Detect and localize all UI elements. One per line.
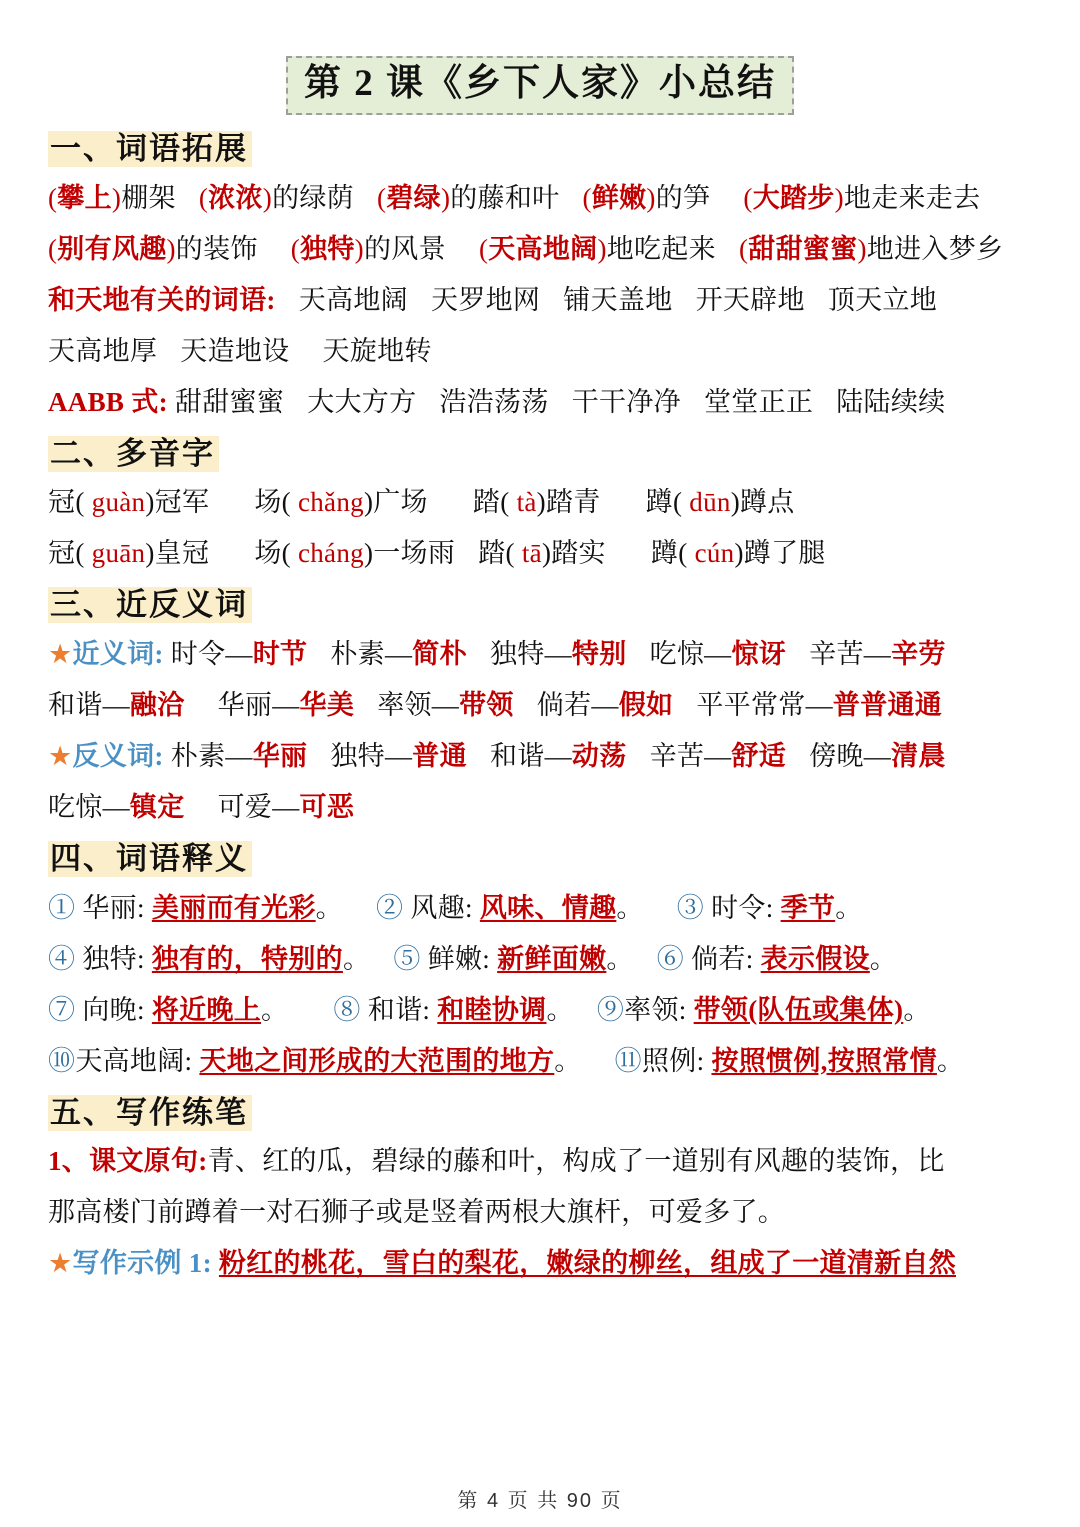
synonym-target: 时节 [252, 639, 308, 670]
polyphonic-row-2: 冠( guān)皇冠 场( cháng)一场雨 踏( tā)踏实 蹲( cún)蹲了腿 [48, 538, 826, 569]
polyphonic-pinyin: chǎng [297, 487, 364, 518]
tiandi-word: 铺天盖地 [563, 284, 673, 315]
definition-text: 美丽而有光彩 [151, 892, 316, 923]
definition-period: 。 [546, 994, 574, 1025]
definition-period: 。 [903, 994, 931, 1025]
definition-period: 。 [606, 943, 634, 974]
antonym-target: 清晨 [891, 741, 946, 772]
synonyms-row-1: ★近义词: 时令—时节 朴素—简朴 独特—特别 吃惊—惊讶 辛苦—辛劳 [48, 639, 946, 670]
definition-text: 按照惯例,按照常情 [711, 1045, 937, 1076]
polyphonic-pinyin: guān [91, 538, 146, 569]
aabb-word: 堂堂正正 [703, 386, 814, 417]
original-sentence-text: 青、红的瓜，碧绿的藤和叶，构成了一道别有风趣的装饰，比 [207, 1146, 945, 1177]
polyphonic-word: 皇冠 [154, 538, 210, 569]
synonym-target: 华美 [299, 690, 355, 721]
synonym-source: 平平常常 [696, 690, 806, 721]
synonym-source: 率领 [377, 690, 432, 721]
section-heading-label: 五、写作练笔 [48, 1095, 252, 1131]
expansion-tail: 的藤和叶 [450, 182, 560, 213]
tiandi-word: 天罗地网 [431, 284, 541, 315]
antonym-label: 反义词: [72, 741, 164, 772]
aabb-label: AABB 式: [48, 386, 168, 417]
section-heading-writing-practice [48, 1093, 1040, 1133]
antonyms-row-1: ★反义词: 朴素—华丽 独特—普通 和谐—动荡 辛苦—舒适 傍晚—清晨 [48, 741, 946, 772]
tiandi-words-row-2 [48, 326, 1040, 377]
aabb-word: 干干净净 [571, 386, 681, 417]
synonym-target: 假如 [618, 690, 674, 721]
synonym-source: 吃惊 [649, 639, 705, 670]
synonym-source: 朴素 [330, 639, 385, 670]
synonym-source: 华丽 [217, 690, 273, 721]
definition-period: 。 [835, 892, 863, 923]
star-icon: ★ [48, 639, 73, 670]
expansion-keyword: 攀上 [57, 182, 112, 213]
star-icon: ★ [48, 741, 73, 772]
antonym-source: 和谐 [489, 741, 545, 772]
definition-period: 。 [342, 943, 371, 974]
section-heading-definitions [48, 839, 1040, 879]
page-title: 第 2 课《乡下人家》小总结 [286, 56, 794, 115]
antonym-target: 可恶 [299, 792, 355, 823]
star-icon: ★ [48, 1248, 73, 1279]
definition-number: ⑤ [393, 943, 421, 974]
expansion-tail: 棚架 [121, 182, 176, 213]
expansion-tail: 地进入梦乡 [866, 233, 1004, 264]
synonym-target: 普普通通 [832, 690, 943, 721]
polyphonic-pinyin: guàn [91, 487, 146, 518]
polyphonic-pinyin: tā [521, 538, 542, 569]
antonym-source: 吃惊 [48, 792, 103, 823]
expansion-keyword: 天高地阔 [488, 233, 598, 264]
section-heading-label: 一、词语拓展 [48, 131, 252, 167]
definition-text: 将近晚上 [151, 994, 262, 1025]
tiandi-word: 开天辟地 [695, 284, 805, 315]
synonym-target: 特别 [571, 639, 627, 670]
aabb-word: 陆陆续续 [836, 386, 946, 417]
definition-number: ③ [676, 892, 705, 923]
polyphonic-char: 踏 [472, 487, 501, 518]
page-footer: 第 4 页 共 90 页 [457, 1490, 623, 1512]
expansion-keyword: 碧绿 [386, 182, 441, 213]
original-sentence-row-1 [48, 1136, 1040, 1187]
definition-number: ④ [48, 943, 76, 974]
section-heading-label: 三、近反义词 [48, 587, 252, 623]
definition-word: 照例: [641, 1045, 705, 1076]
polyphonic-char: 蹲 [645, 487, 673, 518]
definition-period: 。 [869, 943, 898, 974]
writing-example-row [48, 1238, 1040, 1289]
polyphonic-word: 冠军 [154, 487, 210, 518]
expansion-keyword: 别有风趣 [57, 233, 167, 264]
polyphonic-char: 场 [254, 487, 282, 518]
antonym-target: 动荡 [571, 741, 627, 772]
expansion-tail: 的笋 [655, 182, 711, 213]
antonym-target: 镇定 [129, 792, 185, 823]
antonym-source: 可爱 [217, 792, 273, 823]
definition-period: 。 [261, 994, 289, 1025]
expansion-keyword: 鲜嫩 [591, 182, 647, 213]
definition-number: ⑨ [596, 994, 625, 1025]
definitions-row-2 [48, 934, 1040, 985]
tiandi-word: 天旋地转 [322, 335, 432, 366]
tiandi-word: 天高地厚 [48, 335, 158, 366]
synonym-target: 辛劳 [891, 639, 946, 670]
definition-word: 倘若: [691, 943, 754, 974]
antonym-source: 辛苦 [649, 741, 705, 772]
polyphonic-pinyin: tà [516, 487, 537, 518]
synonym-target: 简朴 [412, 639, 467, 670]
polyphonic-pinyin: cún [694, 538, 735, 569]
definition-text: 风味、情趣 [479, 892, 617, 923]
tiandi-word: 天造地设 [180, 335, 290, 366]
section-heading-synonyms-antonyms [48, 585, 1040, 625]
definition-period: 。 [616, 892, 644, 923]
synonym-target: 融洽 [129, 690, 185, 721]
antonyms-row-2: 吃惊—镇定 可爱—可恶 [48, 792, 355, 823]
polyphonic-char: 蹲 [650, 538, 679, 569]
definition-word: 天高地阔: [75, 1045, 193, 1076]
aabb-word: 大大方方 [307, 386, 417, 417]
aabb-words-row [48, 377, 1040, 428]
definition-text: 表示假设 [760, 943, 870, 974]
synonym-source: 时令 [170, 639, 226, 670]
definition-number: ⑧ [333, 994, 361, 1025]
section-heading-label: 四、词语释义 [48, 841, 252, 877]
expansion-keyword: 大踏步 [752, 182, 835, 213]
definition-text: 季节 [780, 892, 836, 923]
polyphonic-word: 蹲了腿 [743, 538, 826, 569]
polyphonic-word: 广场 [373, 487, 428, 518]
polyphonic-pinyin: cháng [297, 538, 364, 569]
polyphonic-word: 踏青 [545, 487, 601, 518]
polyphonic-char: 踏 [478, 538, 506, 569]
definition-text: 带领(队伍或集体) [693, 994, 904, 1025]
antonym-target: 华丽 [252, 741, 308, 772]
definition-number: ② [376, 892, 404, 923]
synonyms-row-2: 和谐—融洽 华丽—华美 率领—带领 倘若—假如 平平常常—普普通通 [48, 690, 943, 721]
definitions-row-1 [48, 883, 1040, 934]
definition-word: 风趣: [410, 892, 473, 923]
definition-text: 独有的，特别的 [151, 943, 343, 974]
synonym-target: 带领 [459, 690, 514, 721]
synonym-label: 近义词: [72, 639, 164, 670]
synonym-source: 独特 [489, 639, 545, 670]
tiandi-label: 和天地有关的词语: [48, 284, 276, 315]
definition-word: 独特: [82, 943, 145, 974]
definition-word: 率领: [624, 994, 687, 1025]
writing-example-text: 粉红的桃花，雪白的梨花，嫩绿的柳丝，组成了一道清新自然 [218, 1248, 957, 1279]
polyphonic-word: 踏实 [551, 538, 606, 569]
definition-number: ⑦ [48, 994, 76, 1025]
expansion-tail: 的装饰 [175, 233, 258, 264]
original-sentence-text: 那高楼门前蹲着一对石狮子或是竖着两根大旗杆，可爱多了。 [48, 1197, 786, 1228]
antonym-source: 独特 [330, 741, 385, 772]
expansion-keyword: 独特 [300, 233, 355, 264]
antonym-target: 普通 [412, 741, 467, 772]
antonym-source: 傍晚 [809, 741, 864, 772]
section-heading-word-expansion [48, 129, 1040, 169]
polyphonic-char: 冠 [48, 538, 76, 569]
definition-number: ① [48, 892, 76, 923]
synonym-source: 和谐 [48, 690, 103, 721]
antonym-target: 舒适 [731, 741, 787, 772]
definitions-row-4 [48, 1036, 1040, 1087]
definition-period: 。 [315, 892, 343, 923]
expansion-keyword: 浓浓 [208, 182, 263, 213]
definition-period: 。 [554, 1045, 582, 1076]
definition-number: ⑪ [614, 1045, 642, 1076]
synonym-target: 惊讶 [731, 639, 787, 670]
aabb-word: 浩浩荡荡 [439, 386, 549, 417]
definitions-row-3 [48, 985, 1040, 1036]
polyphonic-word: 蹲点 [739, 487, 795, 518]
section-heading-polyphonic [48, 434, 1040, 474]
page-title-wrapper [40, 56, 1040, 115]
section-heading-label: 二、多音字 [48, 436, 219, 472]
definition-word: 华丽: [82, 892, 145, 923]
tiandi-word: 顶天立地 [827, 284, 938, 315]
polyphonic-char: 场 [254, 538, 282, 569]
tiandi-word: 天高地阔 [298, 284, 408, 315]
polyphonic-row-1: 冠( guàn)冠军 场( chǎng)广场 踏( tà)踏青 蹲( dūn)蹲点 [48, 487, 795, 518]
definition-word: 向晚: [82, 994, 145, 1025]
definition-number: ⑩ [48, 1045, 76, 1076]
definition-text: 天地之间形成的大范围的地方 [199, 1045, 555, 1076]
polyphonic-char: 冠 [48, 487, 76, 518]
word-expansion-row-2: (别有风趣)的装饰 (独特)的风景 (天高地阔)地吃起来 (甜甜蜜蜜)地进入梦乡 [48, 233, 1004, 264]
original-sentence-label: 1、课文原句: [48, 1146, 208, 1177]
definition-period: 。 [936, 1045, 965, 1076]
original-sentence-row-2 [48, 1187, 1040, 1238]
definition-text: 新鲜面嫩 [497, 943, 607, 974]
writing-example-label: 写作示例 1: [72, 1248, 212, 1279]
polyphonic-pinyin: dūn [689, 487, 731, 518]
definition-word: 和谐: [367, 994, 431, 1025]
word-expansion-row-1: (攀上)棚架 (浓浓)的绿荫 (碧绿)的藤和叶 (鲜嫩)的笋 (大踏步)地走来走去 [48, 182, 981, 213]
expansion-tail: 地吃起来 [606, 233, 716, 264]
definition-word: 时令: [711, 892, 774, 923]
expansion-tail: 的绿荫 [272, 182, 354, 213]
definition-word: 鲜嫩: [427, 943, 491, 974]
definition-number: ⑥ [656, 943, 685, 974]
synonym-source: 辛苦 [809, 639, 864, 670]
expansion-tail: 地走来走去 [843, 182, 981, 213]
definition-text: 和睦协调 [437, 994, 547, 1025]
tiandi-words-row-1 [48, 275, 1040, 326]
expansion-keyword: 甜甜蜜蜜 [748, 233, 858, 264]
aabb-word: 甜甜蜜蜜 [174, 386, 285, 417]
expansion-tail: 的风景 [363, 233, 446, 264]
antonym-source: 朴素 [170, 741, 226, 772]
synonym-source: 倘若 [536, 690, 592, 721]
polyphonic-word: 一场雨 [373, 538, 456, 569]
